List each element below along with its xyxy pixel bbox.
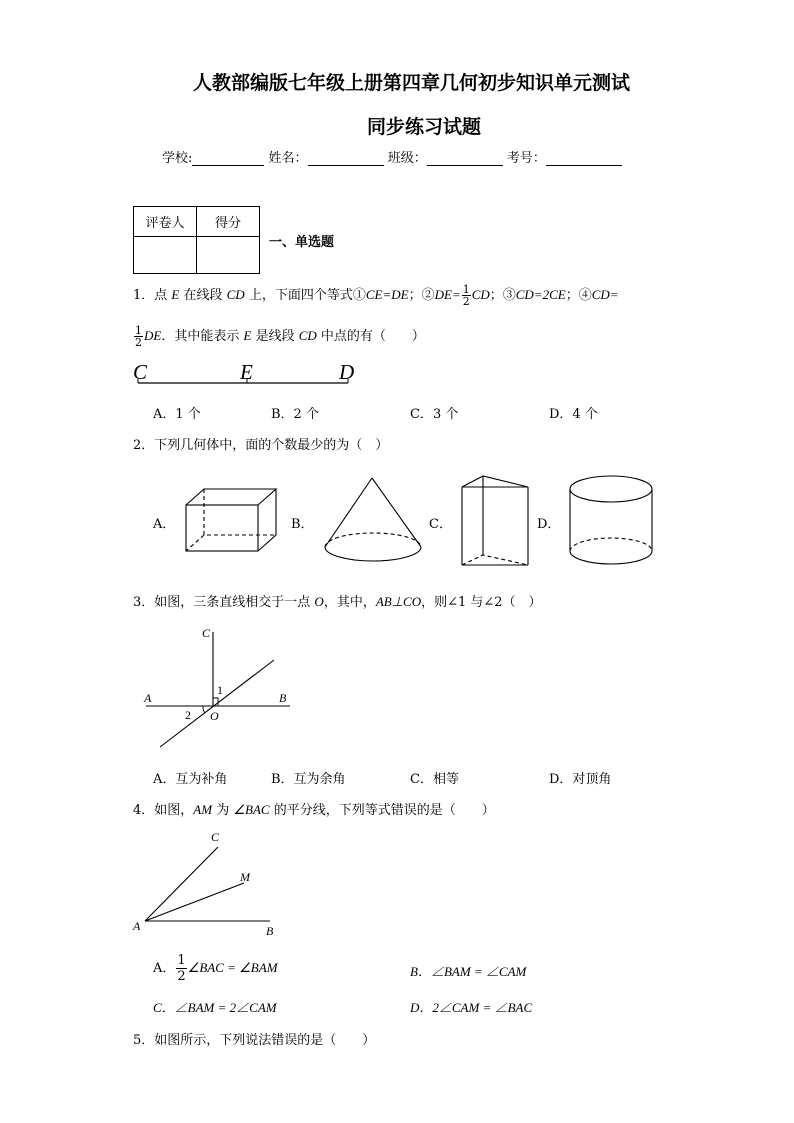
exam-number-label: 考号： xyxy=(506,151,546,166)
cuboid-hidden-edges xyxy=(204,489,276,535)
cuboid-right-face xyxy=(258,489,276,551)
q-text: ．其中能表示 xyxy=(161,329,244,344)
prism-top-face xyxy=(462,476,528,487)
cylinder-figure[interactable] xyxy=(566,473,658,569)
score-header: 得分 xyxy=(197,207,260,237)
cone-figure[interactable] xyxy=(322,476,426,568)
cuboid-front-face xyxy=(186,505,258,551)
cone-right-edge xyxy=(372,478,421,547)
cuboid-figure[interactable] xyxy=(184,487,284,557)
prism-figure[interactable] xyxy=(459,473,531,569)
name-label: 姓名： xyxy=(268,151,308,166)
page-title-line1: 人教部编版七年级上册第四章几何初步知识单元测试 xyxy=(193,72,631,94)
question-number: 4． xyxy=(133,803,155,818)
label-a: A xyxy=(133,919,141,933)
angle-2-arc xyxy=(203,706,205,713)
label-b: B xyxy=(279,691,287,705)
question-number: 3． xyxy=(133,595,155,610)
q3-option-a[interactable]: A．互为补角 xyxy=(153,772,228,787)
grader-header: 评卷人 xyxy=(134,207,197,237)
q4-option-a[interactable] xyxy=(153,953,278,984)
fraction-denominator: 2 xyxy=(177,969,186,984)
q-text: ；③ xyxy=(489,288,516,303)
q-text: 如图所示，下列说法错误的是（ ） xyxy=(154,1033,376,1048)
label-a: A xyxy=(144,691,152,705)
info-line xyxy=(162,147,622,166)
exam-number-field[interactable] xyxy=(546,151,622,166)
cuboid-top-face xyxy=(186,489,276,505)
option-equation: ∠BAC = ∠BAM xyxy=(187,960,278,975)
angle-2-label: 2 xyxy=(185,708,191,722)
q-var: AM xyxy=(193,802,213,817)
q1-option-a[interactable]: A．1 个 xyxy=(153,407,201,422)
score-table xyxy=(133,206,260,274)
question-1-line1 xyxy=(133,284,619,307)
q1-option-c[interactable]: C．3 个 xyxy=(410,407,459,422)
q3-option-d[interactable]: D．对顶角 xyxy=(549,772,612,787)
fraction-denominator: 2 xyxy=(135,336,142,349)
question-4 xyxy=(133,799,495,818)
prism-bottom-hidden xyxy=(462,555,528,565)
school-label: 学校: xyxy=(162,151,193,166)
q4-option-b[interactable]: B．∠BAM = ∠CAM xyxy=(410,964,527,979)
segment-cd-figure xyxy=(130,360,360,390)
cuboid-hidden-edge xyxy=(186,535,204,551)
fraction-numerator: 1 xyxy=(177,953,186,968)
q-text: 的平分线，下列等式错误的是（ ） xyxy=(269,803,495,818)
section-title: 一、单选题 xyxy=(269,235,335,250)
q3-option-c[interactable]: C．相等 xyxy=(410,772,459,787)
q-equation: CD xyxy=(471,287,490,302)
class-field[interactable] xyxy=(427,151,503,166)
q-text: 如图，三条直线相交于一点 xyxy=(154,595,315,610)
label-c: C xyxy=(202,626,211,640)
cone-base-back xyxy=(325,533,421,547)
fraction-denominator: 2 xyxy=(462,295,470,308)
fraction xyxy=(176,953,186,984)
q-text: 为 xyxy=(212,803,234,818)
q-text: ，其中， xyxy=(323,595,376,610)
q2-option-a[interactable]: A． xyxy=(153,517,176,532)
q-text: 在线段 xyxy=(179,288,227,303)
question-1-line2 xyxy=(133,325,425,348)
label-d: D xyxy=(339,360,355,384)
class-label: 班级： xyxy=(387,151,427,166)
q-var: CD xyxy=(226,287,245,302)
q2-option-c[interactable]: C． xyxy=(429,517,452,532)
fraction xyxy=(462,284,471,307)
angle-bisector-figure xyxy=(130,826,280,938)
oblique-line xyxy=(160,660,274,747)
label-c: C xyxy=(211,830,220,844)
q2-option-d[interactable]: D． xyxy=(537,517,561,532)
q-equation: CE=DE xyxy=(365,287,409,302)
cylinder-top xyxy=(570,476,652,502)
q-equation: CD=2CE xyxy=(515,287,566,302)
ray-am xyxy=(145,883,244,921)
fraction-numerator: 1 xyxy=(462,283,470,296)
q-text: 是线段 xyxy=(251,329,299,344)
q-equation: AB⊥CO xyxy=(375,594,422,609)
school-field[interactable] xyxy=(192,151,264,166)
q1-option-d[interactable]: D．4 个 xyxy=(549,407,598,422)
label-c: C xyxy=(133,360,148,384)
q-var: E xyxy=(171,287,180,302)
option-label: A． xyxy=(153,961,176,976)
name-field[interactable] xyxy=(308,151,384,166)
score-cell[interactable] xyxy=(197,237,260,274)
fraction xyxy=(134,325,143,348)
page-title-line2: 同步练习试题 xyxy=(367,116,482,138)
question-2 xyxy=(133,434,388,453)
q2-option-b[interactable]: B． xyxy=(291,517,314,532)
cylinder-base-back xyxy=(570,538,652,551)
cylinder-base-front xyxy=(570,551,652,564)
q-var: CD xyxy=(298,328,317,343)
angle-1-label: 1 xyxy=(217,683,223,697)
intersecting-lines-figure xyxy=(140,622,300,752)
q-equation: CD= xyxy=(591,287,619,302)
cone-base-front xyxy=(325,547,421,561)
label-o: O xyxy=(210,709,219,723)
q-text: 上，下面四个等式① xyxy=(244,288,366,303)
label-m: M xyxy=(240,870,250,884)
ray-ac xyxy=(145,847,218,921)
question-3 xyxy=(133,591,542,610)
q-equation: DE xyxy=(144,328,162,343)
q-text: 下列几何体中，面的个数最少的为（ ） xyxy=(154,438,389,453)
q-var: E xyxy=(243,328,252,343)
q-text: ；② xyxy=(408,288,435,303)
q1-option-b[interactable]: B．2 个 xyxy=(271,407,319,422)
label-e: E xyxy=(240,360,253,384)
q3-option-b[interactable]: B．互为余角 xyxy=(271,772,346,787)
q4-option-c[interactable]: C．∠BAM = 2∠CAM xyxy=(153,1000,277,1015)
question-number: 2． xyxy=(133,438,155,453)
question-5 xyxy=(133,1029,375,1048)
grader-cell[interactable] xyxy=(134,237,197,274)
q-equation: ∠BAC xyxy=(233,802,270,817)
fraction-numerator: 1 xyxy=(135,324,142,337)
q-text: ，则∠1 与∠2（ ） xyxy=(421,595,542,610)
cone-left-edge xyxy=(325,478,372,547)
q-text: ；④ xyxy=(565,288,592,303)
q-equation: DE= xyxy=(434,287,461,302)
question-number: 1． xyxy=(133,288,155,303)
q-var: O xyxy=(314,594,324,609)
question-number: 5． xyxy=(133,1033,155,1048)
q-text: 点 xyxy=(154,288,172,303)
q4-option-d[interactable]: D．2∠CAM = ∠BAC xyxy=(410,1000,533,1015)
q-text: 如图， xyxy=(154,803,194,818)
label-b: B xyxy=(266,924,274,938)
q-text: 中点的有（ ） xyxy=(316,329,425,344)
